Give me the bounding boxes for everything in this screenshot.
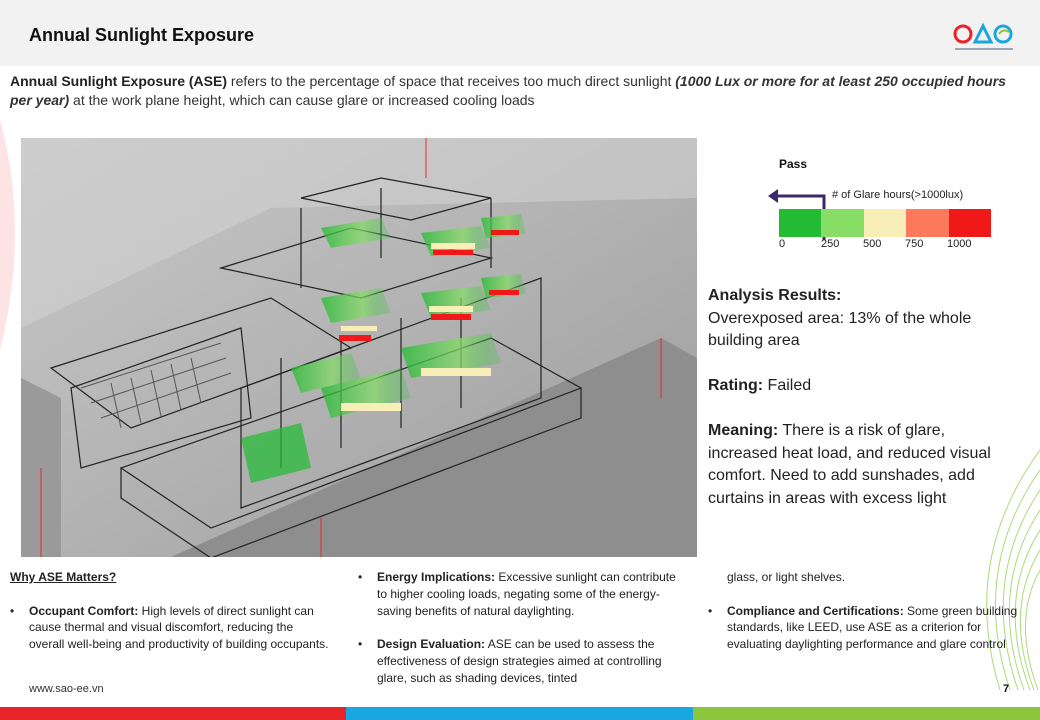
footer-bar-green [693, 707, 1040, 720]
why-column-3 [708, 569, 1038, 653]
intro-text-2: at the work plane height, which can cause glare or increased cooling loads [69, 92, 535, 108]
page-number: 7 [1003, 683, 1010, 695]
legend-swatch-0 [779, 209, 821, 237]
why-item-text: High levels of direct sunlight can cause thermal and visual discomfort, reducing the overall well-being and productivity of building occupants. [29, 603, 329, 652]
legend-pass-label: Pass [779, 157, 808, 171]
intro-criterion: (1000 Lux or more for at least 250 occupied hours per year) [10, 73, 1006, 108]
why-item [358, 636, 678, 686]
results-heading: Analysis Results: [708, 287, 842, 304]
legend-title: # of Glare hours(>1000lux) [832, 189, 964, 201]
footer-bar-red [0, 707, 346, 720]
legend-tick: 250 [821, 238, 840, 250]
website-link[interactable]: www.sao-ee.vn [29, 683, 104, 695]
why-item-title: Compliance and Certifications: [727, 603, 904, 618]
legend-swatch-2 [864, 209, 906, 237]
legend-swatch-3 [906, 209, 948, 237]
legend-tick: 500 [863, 238, 882, 250]
legend-swatch-4 [949, 209, 991, 237]
why-heading: Why ASE Matters? [10, 570, 117, 584]
why-item [10, 603, 330, 653]
results-overexposed: Overexposed area: 13% of the whole building area [708, 309, 972, 349]
intro-term: Annual Sunlight Exposure (ASE) [10, 73, 228, 89]
legend-swatch-1 [821, 209, 863, 237]
rating-value: Failed [763, 377, 812, 394]
why-item-text: Excessive sunlight can contribute to higher cooling loads, negating some of the energy-saving benefits of natural daylighting. [377, 570, 676, 618]
why-item-continued: glass, or light shelves. [727, 570, 846, 584]
building-sunlight-render [21, 138, 697, 557]
why-item-title: Design Evaluation: [377, 637, 486, 652]
why-item-text: ASE can be used to assess the effectiveness of design strategies aimed at controlling glare, such as shading devices, tinted [377, 637, 662, 685]
why-item-text: Some green building standards, like LEED, use ASE as a criterion for evaluating daylighting performance and glare control [727, 603, 1018, 652]
why-item [708, 603, 1038, 653]
rating-label: Rating: [708, 377, 764, 394]
intro-text-1: refers to the percentage of space that receives too much direct sunlight [227, 73, 676, 89]
legend-tick: 1000 [947, 238, 972, 250]
sao-logo [953, 22, 1015, 54]
legend-tick: 750 [905, 238, 924, 250]
slide-header [0, 0, 1040, 66]
meaning-label: Meaning: [708, 422, 779, 439]
why-item [358, 569, 678, 619]
slide-title: Annual Sunlight Exposure [29, 25, 255, 45]
footer-bar-blue [346, 707, 693, 720]
why-column-1 [10, 569, 330, 653]
why-item-title: Occupant Comfort: [29, 603, 139, 618]
legend-tick: 0 [779, 238, 786, 250]
intro-paragraph [10, 72, 1010, 110]
legend-color-scale [779, 209, 991, 237]
meaning-value: There is a risk of glare, increased heat load, and reduced visual comfort. Need to add sunshades, add curtains in areas with excess light [708, 422, 991, 507]
analysis-results [708, 285, 1018, 510]
why-column-2 [358, 569, 678, 687]
why-item-title: Energy Implications: [377, 570, 496, 584]
